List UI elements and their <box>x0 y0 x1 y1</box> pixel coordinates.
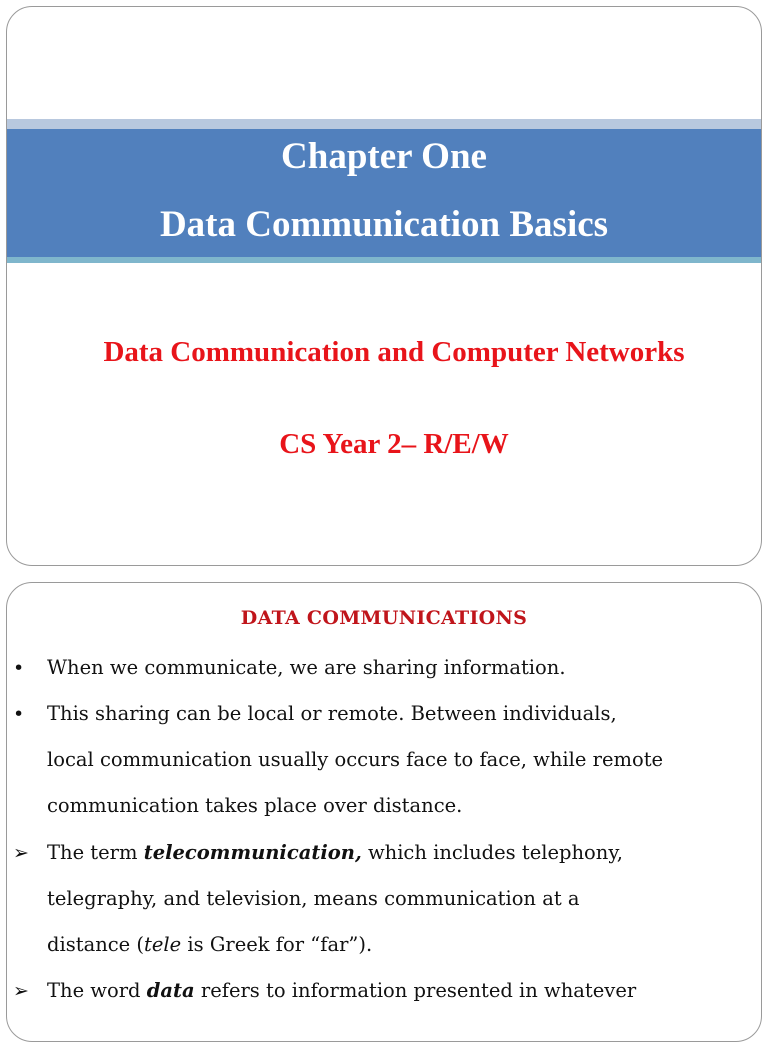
content-slide <box>6 582 762 1042</box>
title-band-top-stripe <box>7 119 761 129</box>
arrow-bullet-icon: ➢ <box>13 980 29 1002</box>
bullet-continuation <box>47 932 741 958</box>
section-heading: DATA COMMUNICATIONS <box>240 607 528 629</box>
bullet-dot-icon: • <box>13 657 25 679</box>
chapter-subtitle: Data Communication Basics <box>159 204 609 245</box>
bullet-text: When we communicate, we are sharing information. <box>47 656 566 679</box>
bullet-text: refers to information presented in whatever <box>194 979 637 1002</box>
term-telecommunication: telecommunication, <box>143 841 362 864</box>
bullet-text: The word <box>47 979 147 1002</box>
chapter-title: Chapter One <box>281 136 487 177</box>
arrow-bullet-icon: ➢ <box>13 842 29 864</box>
arrow-item <box>13 978 741 1004</box>
bullet-continuation: local communication usually occurs face to face, while remote <box>47 748 664 771</box>
bullet-dot-icon: • <box>13 703 25 725</box>
bullet-text: which includes telephony, <box>361 841 623 864</box>
arrow-item <box>13 840 741 866</box>
bullet-text: This sharing can be local or remote. Between individuals, <box>47 702 617 725</box>
term-tele: tele <box>144 933 182 956</box>
bullet-text: The term <box>47 841 144 864</box>
bullet-continuation: communication takes place over distance. <box>47 794 463 817</box>
title-slide <box>6 6 762 566</box>
bullet-item <box>13 701 741 727</box>
bullet-item <box>13 655 741 681</box>
course-title: Data Communication and Computer Networks <box>103 336 685 368</box>
term-data: data <box>146 979 195 1002</box>
course-year: CS Year 2– R/E/W <box>279 428 509 460</box>
bullet-continuation: telegraphy, and television, means communication at a <box>47 887 580 910</box>
title-band-bottom-stripe <box>7 257 761 263</box>
bullet-text: is Greek for “far”). <box>181 933 373 956</box>
bullet-text: distance ( <box>47 933 145 956</box>
